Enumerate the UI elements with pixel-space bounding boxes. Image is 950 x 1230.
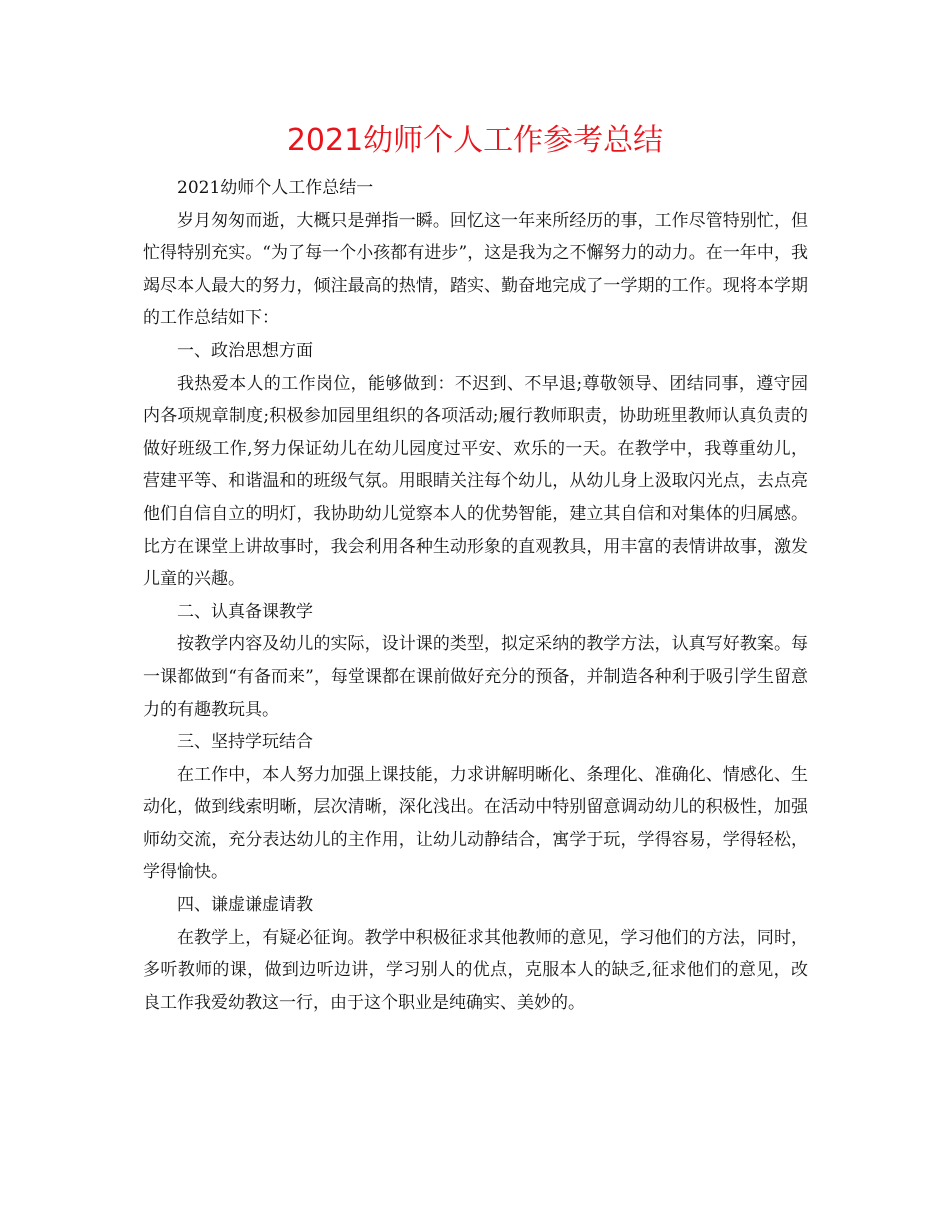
section-paragraph-lesson-prep: 按教学内容及幼儿的实际，设计课的类型，拟定采纳的教学方法，认真写好教案。每一课都做到“有备而来”，每堂课都在课前做好充分的预备，并制造各种利于吸引学生留意力的有趣教玩具。 bbox=[143, 634, 808, 720]
subtitle-heading: 2021幼师个人工作总结一 bbox=[177, 178, 374, 198]
section-paragraph-politics: 我热爱本人的工作岗位，能够做到：不迟到、不早退;尊敬领导、团结同事，遵守园内各项规章制度;积极参加园里组织的各项活动;履行教师职责，协助班里教师认真负责的做好班级工作,努力保证幼儿在幼儿园度过平安、欢乐的一天。在教学中，我尊重幼儿，营建平等、和谐温和的班级气氛。用眼睛关注每个幼儿，从幼儿身上汲取闪光点，去点亮他们自信自立的明灯，我协助幼儿觉察本人的优势智能，建立其自信和对集体的归属感。比方在课堂上讲故事时，我会利用各种生动形象的直观教具，用丰富的表情讲故事，激发儿童的兴趣。 bbox=[143, 373, 808, 590]
section-paragraph-learn-play: 在工作中，本人努力加强上课技能，力求讲解明晰化、条理化、准确化、情感化、生动化，做到线索明晰，层次清晰，深化浅出。在活动中特别留意调动幼儿的积极性，加强师幼交流，充分表达幼儿的主作用，让幼儿动静结合，寓学于玩，学得容易，学得轻松，学得愉快。 bbox=[143, 764, 808, 883]
document-body bbox=[143, 172, 808, 1019]
section-heading-lesson-prep: 二、认真备课教学 bbox=[177, 601, 313, 622]
section-heading-humility: 四、谦虚谦虚请教 bbox=[177, 895, 313, 916]
section-paragraph-humility: 在教学上，有疑必征询。教学中积极征求其他教师的意见，学习他们的方法，同时，多听教师的课，做到边听边讲，学习别人的优点，克服本人的缺乏,征求他们的意见，改良工作我爱幼教这一行，由于这个职业是纯确实、美妙的。 bbox=[143, 927, 808, 1013]
section-heading-politics: 一、政治思想方面 bbox=[177, 340, 313, 361]
document-title: 2021幼师个人工作参考总结 bbox=[286, 123, 664, 158]
section-heading-learn-play: 三、坚持学玩结合 bbox=[177, 732, 313, 753]
intro-paragraph: 岁月匆匆而逝，大概只是弹指一瞬。回忆这一年来所经历的事，工作尽管特别忙，但忙得特别充实。“为了每一个小孩都有进步”，这是我为之不懈努力的动力。在一年中，我竭尽本人最大的努力，倾注最高的热情，踏实、勤奋地完成了一学期的工作。现将本学期的工作总结如下： bbox=[143, 210, 808, 329]
